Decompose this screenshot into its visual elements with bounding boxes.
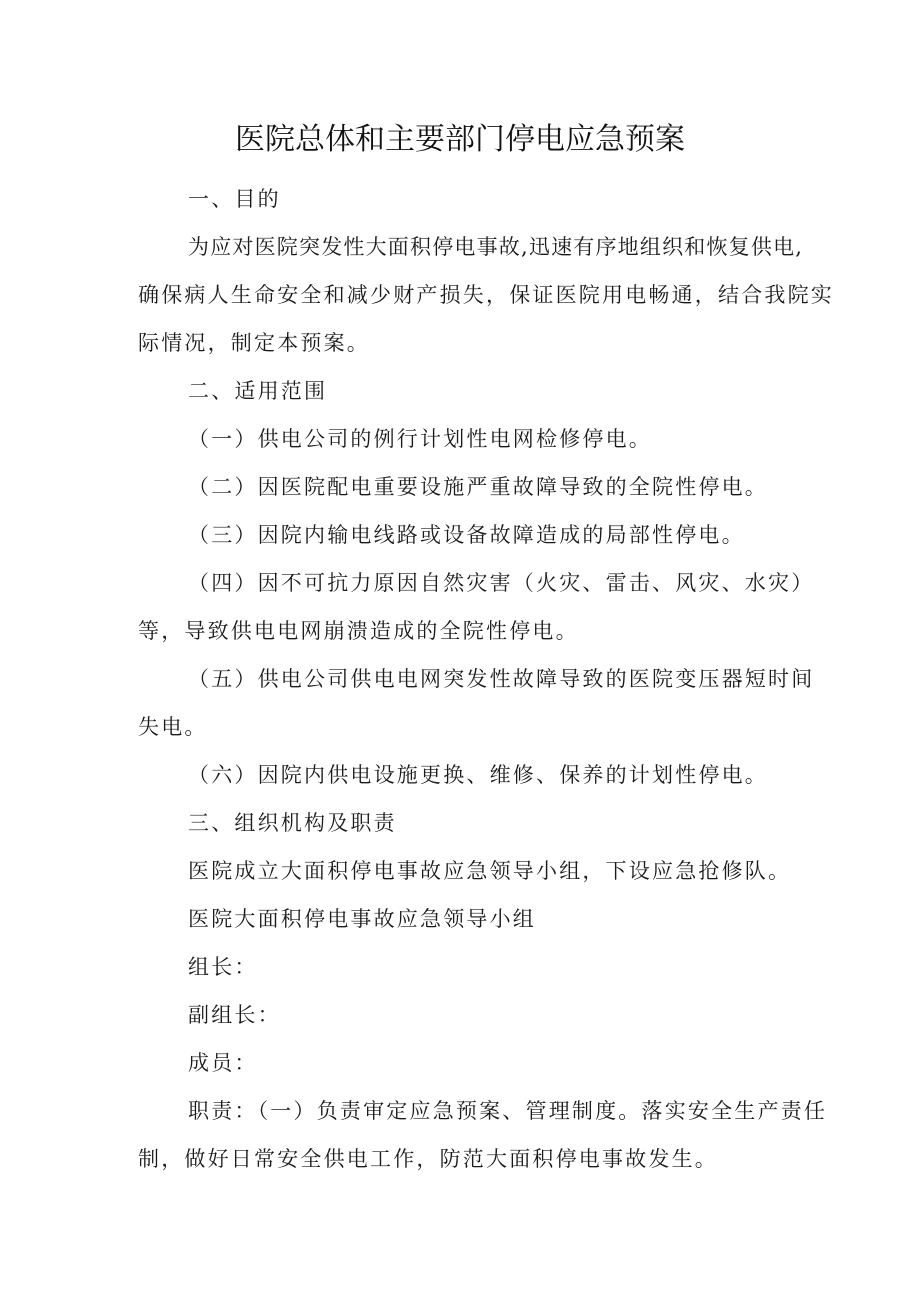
list-item: （五）供电公司供电电网突发性故障导致的医院变压器短时间 bbox=[188, 667, 815, 691]
section-heading-purpose: 一、目的 bbox=[188, 187, 281, 211]
paragraph-line: 确保病人生命安全和减少财产损失，保证医院用电畅通，结合我院实 bbox=[138, 283, 834, 307]
paragraph-line: 职责：（一）负责审定应急预案、管理制度。落实安全生产责任 bbox=[188, 1099, 828, 1123]
list-item-continued: 等，导致供电电网崩溃造成的全院性停电。 bbox=[138, 619, 579, 643]
list-item-continued: 失电。 bbox=[138, 715, 208, 739]
paragraph-line: 际情况，制定本预案。 bbox=[138, 331, 370, 355]
document-title: 医院总体和主要部门停电应急预案 bbox=[235, 122, 685, 157]
field-members: 成员： bbox=[188, 1051, 258, 1075]
field-deputy-leader: 副组长： bbox=[188, 1003, 281, 1027]
section-heading-scope: 二、适用范围 bbox=[188, 379, 328, 403]
list-item: （二）因医院配电重要设施严重故障导致的全院性停电。 bbox=[188, 475, 768, 499]
paragraph-line: 医院大面积停电事故应急领导小组 bbox=[188, 907, 536, 931]
section-heading-organization: 三、组织机构及职责 bbox=[188, 811, 397, 835]
field-leader: 组长： bbox=[188, 955, 258, 979]
paragraph-line: 制，做好日常安全供电工作，防范大面积停电事故发生。 bbox=[138, 1147, 718, 1171]
list-item: （三）因院内输电线路或设备故障造成的局部性停电。 bbox=[188, 523, 745, 547]
list-item: （四）因不可抗力原因自然灾害（火灾、雷击、风灾、水灾） bbox=[188, 571, 815, 595]
list-item: （一）供电公司的例行计划性电网检修停电。 bbox=[188, 427, 652, 451]
list-item: （六）因院内供电设施更换、维修、保养的计划性停电。 bbox=[188, 763, 768, 787]
paragraph-line: 医院成立大面积停电事故应急领导小组，下设应急抢修队。 bbox=[188, 859, 792, 883]
paragraph-line: 为应对医院突发性大面积停电事故,迅速有序地组织和恢复供电, bbox=[188, 235, 804, 259]
